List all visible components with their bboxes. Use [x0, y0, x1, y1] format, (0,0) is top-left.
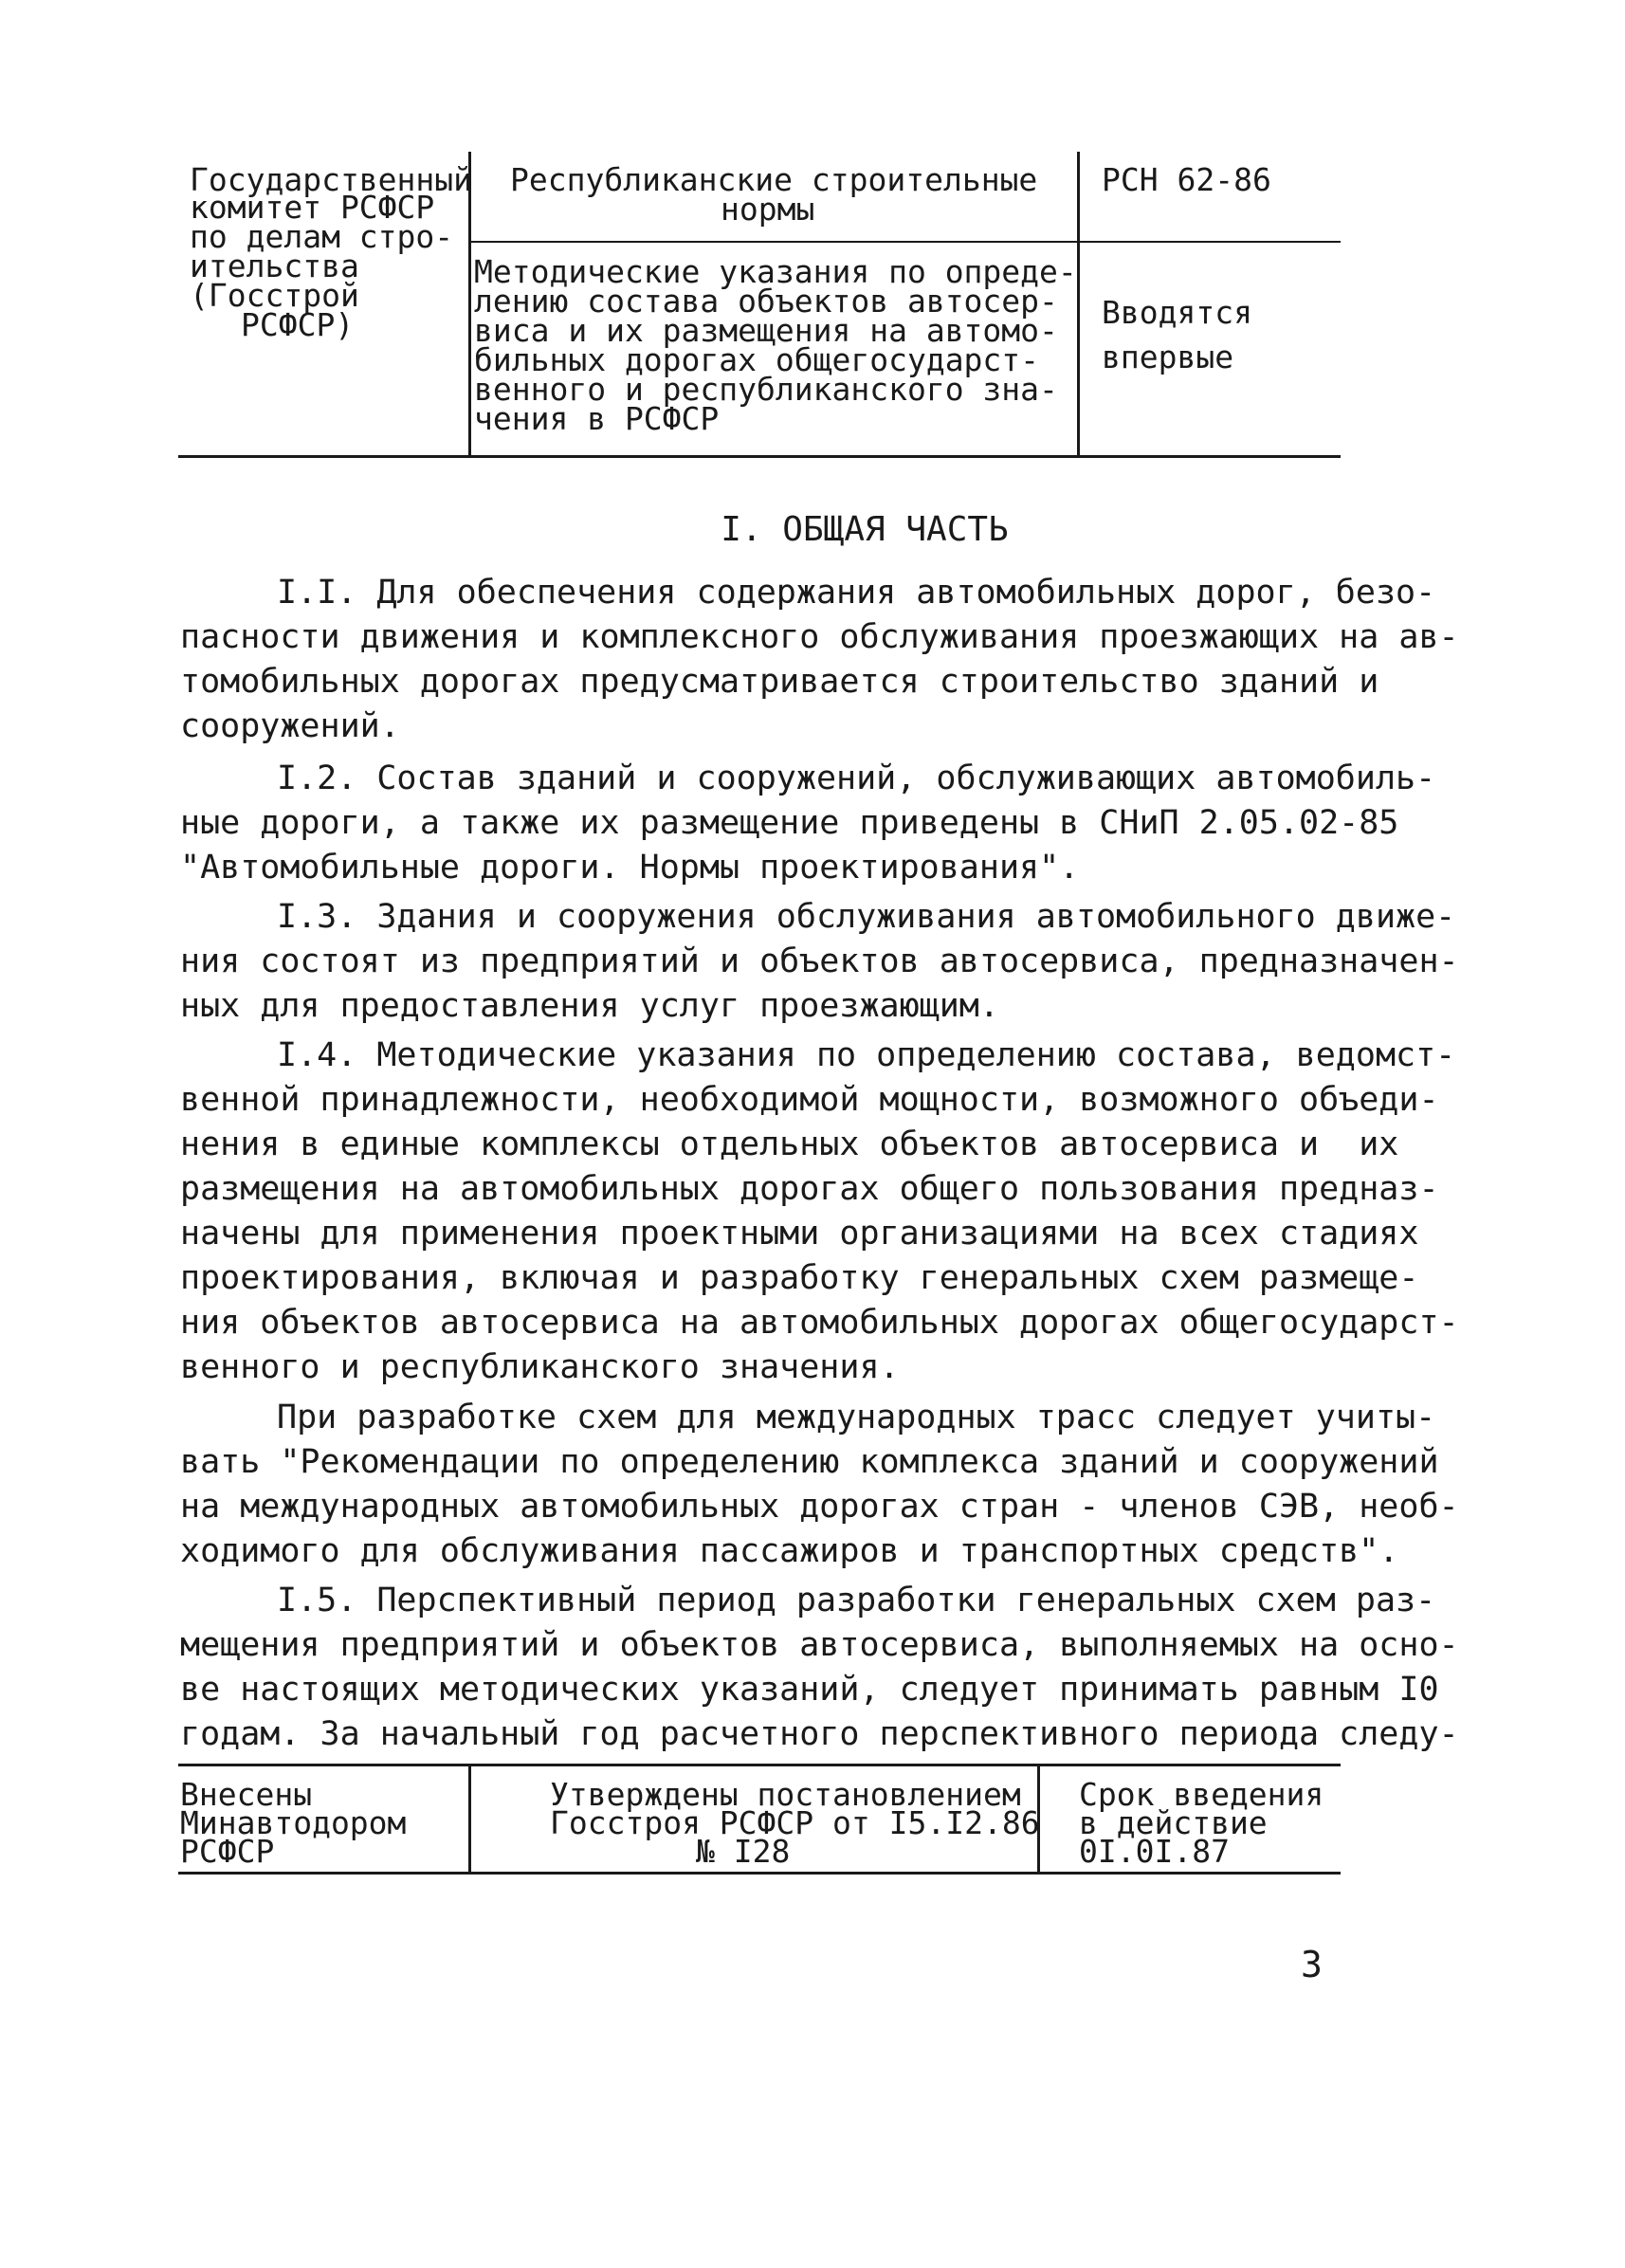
- footer-top-rule: [178, 1764, 1341, 1766]
- title-line: венного и республиканского зна-: [474, 371, 1058, 408]
- norm-type-line: Республиканские строительные: [510, 161, 1038, 198]
- issuer-line: (Госстрой: [190, 277, 359, 314]
- header-inner-rule: [470, 241, 1341, 243]
- issuer-line: Государственный: [190, 161, 473, 198]
- paragraph-line: годам. За начальный год расчетного перспективного периода следу-: [180, 1715, 1459, 1753]
- paragraph-line: I.2. Состав зданий и сооружений, обслуживающих автомобиль-: [277, 759, 1436, 797]
- title-line: бильных дорогах общегосударст-: [474, 341, 1040, 378]
- introduced-line: Минавтодором: [180, 1804, 407, 1841]
- effective-line: 0I.0I.87: [1079, 1833, 1230, 1870]
- issuer-line: ительства: [190, 247, 359, 284]
- paragraph-line: пасности движения и комплексного обслуживания проезжающих на ав-: [180, 618, 1459, 656]
- status-line: Вводятся: [1102, 294, 1252, 331]
- paragraph-line: начены для применения проектными организациями на всех стадиях: [180, 1215, 1419, 1253]
- paragraph-line: При разработке схем для международных трасс следует учиты-: [277, 1399, 1436, 1436]
- paragraph-line: проектирования, включая и разработку генеральных схем размеще-: [180, 1259, 1419, 1297]
- title-line: Методические указания по опреде-: [474, 253, 1077, 290]
- issuer-line: по делам стро-: [190, 218, 454, 255]
- footer-divider-left: [468, 1765, 471, 1872]
- status-line: впервые: [1102, 338, 1234, 375]
- paragraph-line: сооружений.: [180, 707, 400, 745]
- effective-line: в действие: [1079, 1804, 1268, 1841]
- title-line: лению состава объектов автосер-: [474, 283, 1058, 320]
- paragraph-line: размещения на автомобильных дорогах общего пользования предназ-: [180, 1170, 1439, 1208]
- approved-line: Госстроя РСФСР от I5.I2.86: [550, 1804, 1040, 1841]
- paragraph-line: I.I. Для обеспечения содержания автомобильных дорог, безо-: [277, 574, 1436, 612]
- paragraph-line: ходимого для обслуживания пассажиров и транспортных средств".: [180, 1532, 1399, 1570]
- introduced-line: Внесены: [180, 1776, 313, 1813]
- introduced-line: РСФСР: [180, 1833, 275, 1870]
- paragraph-line: венной принадлежности, необходимой мощности, возможного объеди-: [180, 1081, 1439, 1119]
- paragraph-line: венного и республиканского значения.: [180, 1348, 900, 1386]
- issuer-line: комитет РСФСР: [190, 189, 435, 226]
- paragraph-line: I.5. Перспективный период разработки генеральных схем раз-: [277, 1582, 1436, 1619]
- title-line: чения в РСФСР: [474, 400, 720, 437]
- page-number: 3: [1301, 1944, 1323, 1985]
- paragraph-line: вать "Рекомендации по определению комплекса зданий и сооружений: [180, 1443, 1439, 1481]
- section-heading: I. ОБЩАЯ ЧАСТЬ: [721, 510, 1009, 549]
- paragraph-line: ных для предоставления услуг проезжающим.: [180, 987, 999, 1025]
- paragraph-line: нения в единые комплексы отдельных объектов автосервиса и их: [180, 1125, 1399, 1163]
- header-divider-right: [1077, 152, 1080, 457]
- approved-line: № I28: [696, 1833, 791, 1870]
- paragraph-line: I.4. Методические указания по определению состава, ведомст-: [277, 1036, 1456, 1074]
- paragraph-line: I.3. Здания и сооружения обслуживания автомобильного движе-: [277, 898, 1456, 936]
- paragraph-line: мещения предприятий и объектов автосервиса, выполняемых на осно-: [180, 1626, 1459, 1664]
- paragraph-line: ния объектов автосервиса на автомобильных дорогах общегосударст-: [180, 1304, 1459, 1342]
- paragraph-line: "Автомобильные дороги. Нормы проектирования".: [180, 849, 1080, 887]
- paragraph-line: ные дороги, а также их размещение приведены в СНиП 2.05.02-85: [180, 804, 1399, 842]
- issuer-line: РСФСР): [241, 306, 355, 343]
- paragraph-line: на международных автомобильных дорогах стран - членов СЭВ, необ-: [180, 1488, 1459, 1526]
- title-line: виса и их размещения на автомо-: [474, 312, 1058, 349]
- header-bottom-rule: [178, 455, 1341, 458]
- approved-line: Утверждены постановлением: [550, 1776, 1021, 1813]
- footer-bottom-rule: [178, 1872, 1341, 1875]
- document-code: РСН 62-86: [1102, 161, 1271, 198]
- paragraph-line: ния состоят из предприятий и объектов автосервиса, предназначен-: [180, 942, 1459, 980]
- effective-line: Срок введения: [1079, 1776, 1324, 1813]
- paragraph-line: томобильных дорогах предусматривается строительство зданий и: [180, 663, 1379, 701]
- norm-type-line: нормы: [721, 191, 815, 228]
- paragraph-line: ве настоящих методических указаний, следует принимать равным I0: [180, 1671, 1439, 1709]
